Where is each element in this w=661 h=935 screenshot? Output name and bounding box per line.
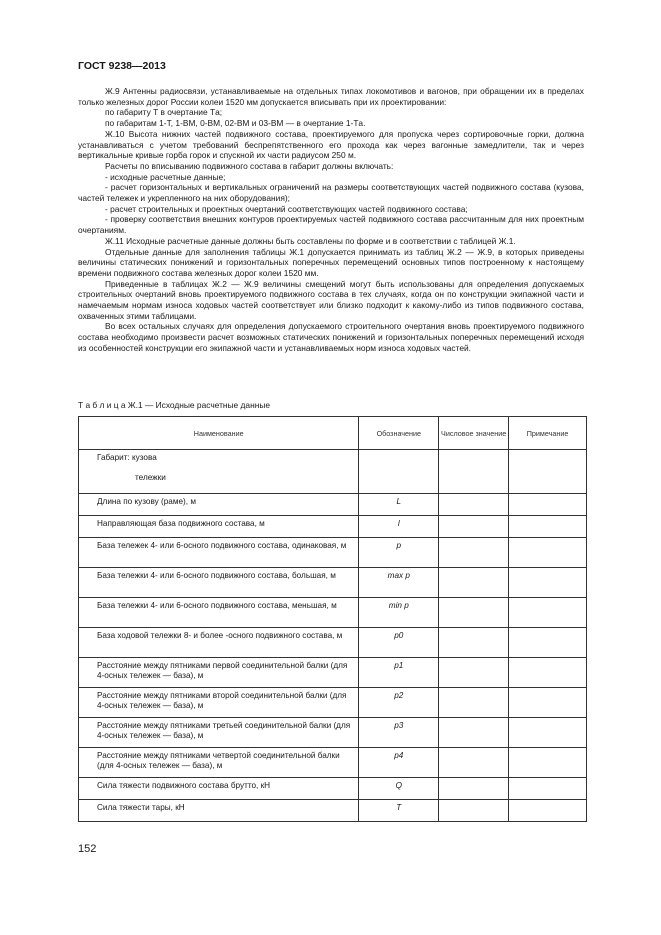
paragraph: - исходные расчетные данные;	[105, 171, 226, 182]
value-cell	[439, 800, 509, 822]
table-row	[79, 688, 587, 718]
document-header: ГОСТ 9238—2013	[78, 60, 166, 72]
table-row	[79, 516, 587, 538]
row-symbol: l	[359, 516, 439, 538]
row-symbol: p0	[359, 628, 439, 658]
note-cell	[509, 778, 587, 800]
table-row	[79, 538, 587, 568]
paragraph: Отдельные данные для заполнения таблицы Ж.1 допускается принимать из таблиц Ж.2 — Ж.9, в которых приведены величины статических понижений и горизонтальных поперечных перемещений основных типов построенному к настоящему времени подвижного состава железных дорог колеи 1520 мм.	[78, 246, 584, 278]
body-text	[78, 86, 584, 354]
table-row	[79, 628, 587, 658]
paragraph: Приведенные в таблицах Ж.2 — Ж.9 величины смещений могут быть использованы для определения допускаемых строительных очертаний вновь проектируемого подвижного состава в тех случаях, когда он по конструкции экипажной части и намечаемым нормам износа ходовых частей соответствует или близко подходит к какому-либо из типов подвижного состава, охваченных этими таблицами.	[78, 278, 584, 321]
gabarit-cell	[79, 450, 359, 494]
column-header-name: Наименование	[79, 417, 359, 450]
table-row	[79, 658, 587, 688]
value-cell	[439, 688, 509, 718]
paragraph: Ж.11 Исходные расчетные данные должны быть составлены по форме и в соответствии с таблицей Ж.1.	[105, 235, 516, 246]
value-cell	[439, 598, 509, 628]
value-cell	[439, 718, 509, 748]
row-symbol: p4	[359, 748, 439, 778]
paragraph: по габаритам 1-Т, 1-ВМ, 0-ВМ, 02-ВМ и 03-ВМ — в очертание 1-Тa.	[105, 118, 366, 129]
data-table	[78, 416, 587, 822]
table-row	[79, 494, 587, 516]
value-cell	[439, 538, 509, 568]
row-name: Сила тяжести тары, кН	[79, 800, 359, 822]
note-cell	[509, 748, 587, 778]
note-cell	[509, 658, 587, 688]
row-name: Расстояние между пятниками первой соединительной балки (для 4-осных тележек — база), м	[79, 658, 359, 688]
paragraph: Расчеты по вписыванию подвижного состава в габарит должны включать:	[105, 160, 394, 171]
row-name: База тележки 4- или 6-осного подвижного состава, большая, м	[79, 568, 359, 598]
row-name: Сила тяжести подвижного состава брутто, кН	[79, 778, 359, 800]
paragraph: - расчет горизонтальных и вертикальных ограничений на размеры соответствующих частей подвижного состава (кузова, частей тележек и укрепленного на них оборудования);	[78, 182, 584, 204]
row-name: Длина по кузову (раме), м	[79, 494, 359, 516]
value-cell	[439, 748, 509, 778]
value-cell	[439, 778, 509, 800]
table-row	[79, 568, 587, 598]
row-name: Расстояние между пятниками четвертой соединительной балки (для 4-осных тележек — база), м	[79, 748, 359, 778]
row-symbol: p3	[359, 718, 439, 748]
table-row	[79, 718, 587, 748]
gabarit-label: Габарит: кузова	[97, 453, 157, 462]
column-header-note: Примечание	[509, 417, 587, 450]
row-symbol: p	[359, 538, 439, 568]
row-symbol: T	[359, 800, 439, 822]
value-cell	[439, 450, 509, 494]
value-cell	[439, 628, 509, 658]
paragraph: Ж.9 Антенны радиосвязи, устанавливаемые на отдельных типах локомотивов и вагонов, при обращении их в пределах только железных дорог России колеи 1520 мм допускается вписывать при их проектировании:	[78, 86, 584, 107]
paragraph: - расчет строительных и проектных очертаний соответствующих частей подвижного состава;	[105, 203, 468, 214]
column-header-symbol: Обозначение	[359, 417, 439, 450]
table-header-row	[79, 417, 587, 450]
value-cell	[439, 516, 509, 538]
table-row	[79, 800, 587, 822]
note-cell	[509, 494, 587, 516]
row-symbol: p1	[359, 658, 439, 688]
row-symbol: p2	[359, 688, 439, 718]
table-caption: Т а б л и ц а Ж.1 — Исходные расчетные данные	[78, 400, 271, 410]
note-cell	[509, 598, 587, 628]
row-symbol: max p	[359, 568, 439, 598]
column-header-value: Числовое значение	[439, 417, 509, 450]
note-cell	[509, 800, 587, 822]
note-cell	[509, 568, 587, 598]
table-row	[79, 778, 587, 800]
table-row-gabarit	[79, 450, 587, 494]
paragraph: Во всех остальных случаях для определения допускаемого строительного очертания вновь проектируемого подвижного состава необходимо произвести расчет возможных статических понижений и горизонтальных поперечных перемещений исходя из особенностей конструкции его экипажной части и устанавливаемых норм износа ходовых частей.	[78, 321, 584, 353]
paragraph: - проверку соответствия внешних контуров проектируемых частей подвижного состава рассчитанным для них проектным очертаниям.	[78, 214, 584, 236]
value-cell	[439, 568, 509, 598]
symbol-cell	[359, 450, 439, 494]
table-row	[79, 748, 587, 778]
note-cell	[509, 628, 587, 658]
row-name: База тележек 4- или 6-осного подвижного состава, одинаковая, м	[79, 538, 359, 568]
row-symbol: L	[359, 494, 439, 516]
note-cell	[509, 718, 587, 748]
row-name: База ходовой тележки 8- и более -осного подвижного состава, м	[79, 628, 359, 658]
value-cell	[439, 494, 509, 516]
paragraph: Ж.10 Высота нижних частей подвижного состава, проектируемого для пропуска через сортировочные горки, должна устанавливаться с учетом требований беспрепятственного его прохода как через вагонные замедлители, так и через вертикальные кривые горба горок и спускной их части радиусом 250 м.	[78, 128, 584, 161]
row-name: База тележки 4- или 6-осного подвижного состава, меньшая, м	[79, 598, 359, 628]
note-cell	[509, 450, 587, 494]
row-name: Расстояние между пятниками второй соединительной балки (для 4-осных тележек — база), м	[79, 688, 359, 718]
value-cell	[439, 658, 509, 688]
row-symbol: min p	[359, 598, 439, 628]
note-cell	[509, 516, 587, 538]
page-number: 152	[78, 843, 97, 855]
row-name: Расстояние между пятниками третьей соединительной балки (для 4-осных тележек — база), м	[79, 718, 359, 748]
row-symbol: Q	[359, 778, 439, 800]
gabarit-sub-label: тележки	[135, 473, 166, 483]
row-name: Направляющая база подвижного состава, м	[79, 516, 359, 538]
note-cell	[509, 688, 587, 718]
paragraph: по габариту Т в очертание Тa;	[105, 107, 223, 118]
note-cell	[509, 538, 587, 568]
table-row	[79, 598, 587, 628]
